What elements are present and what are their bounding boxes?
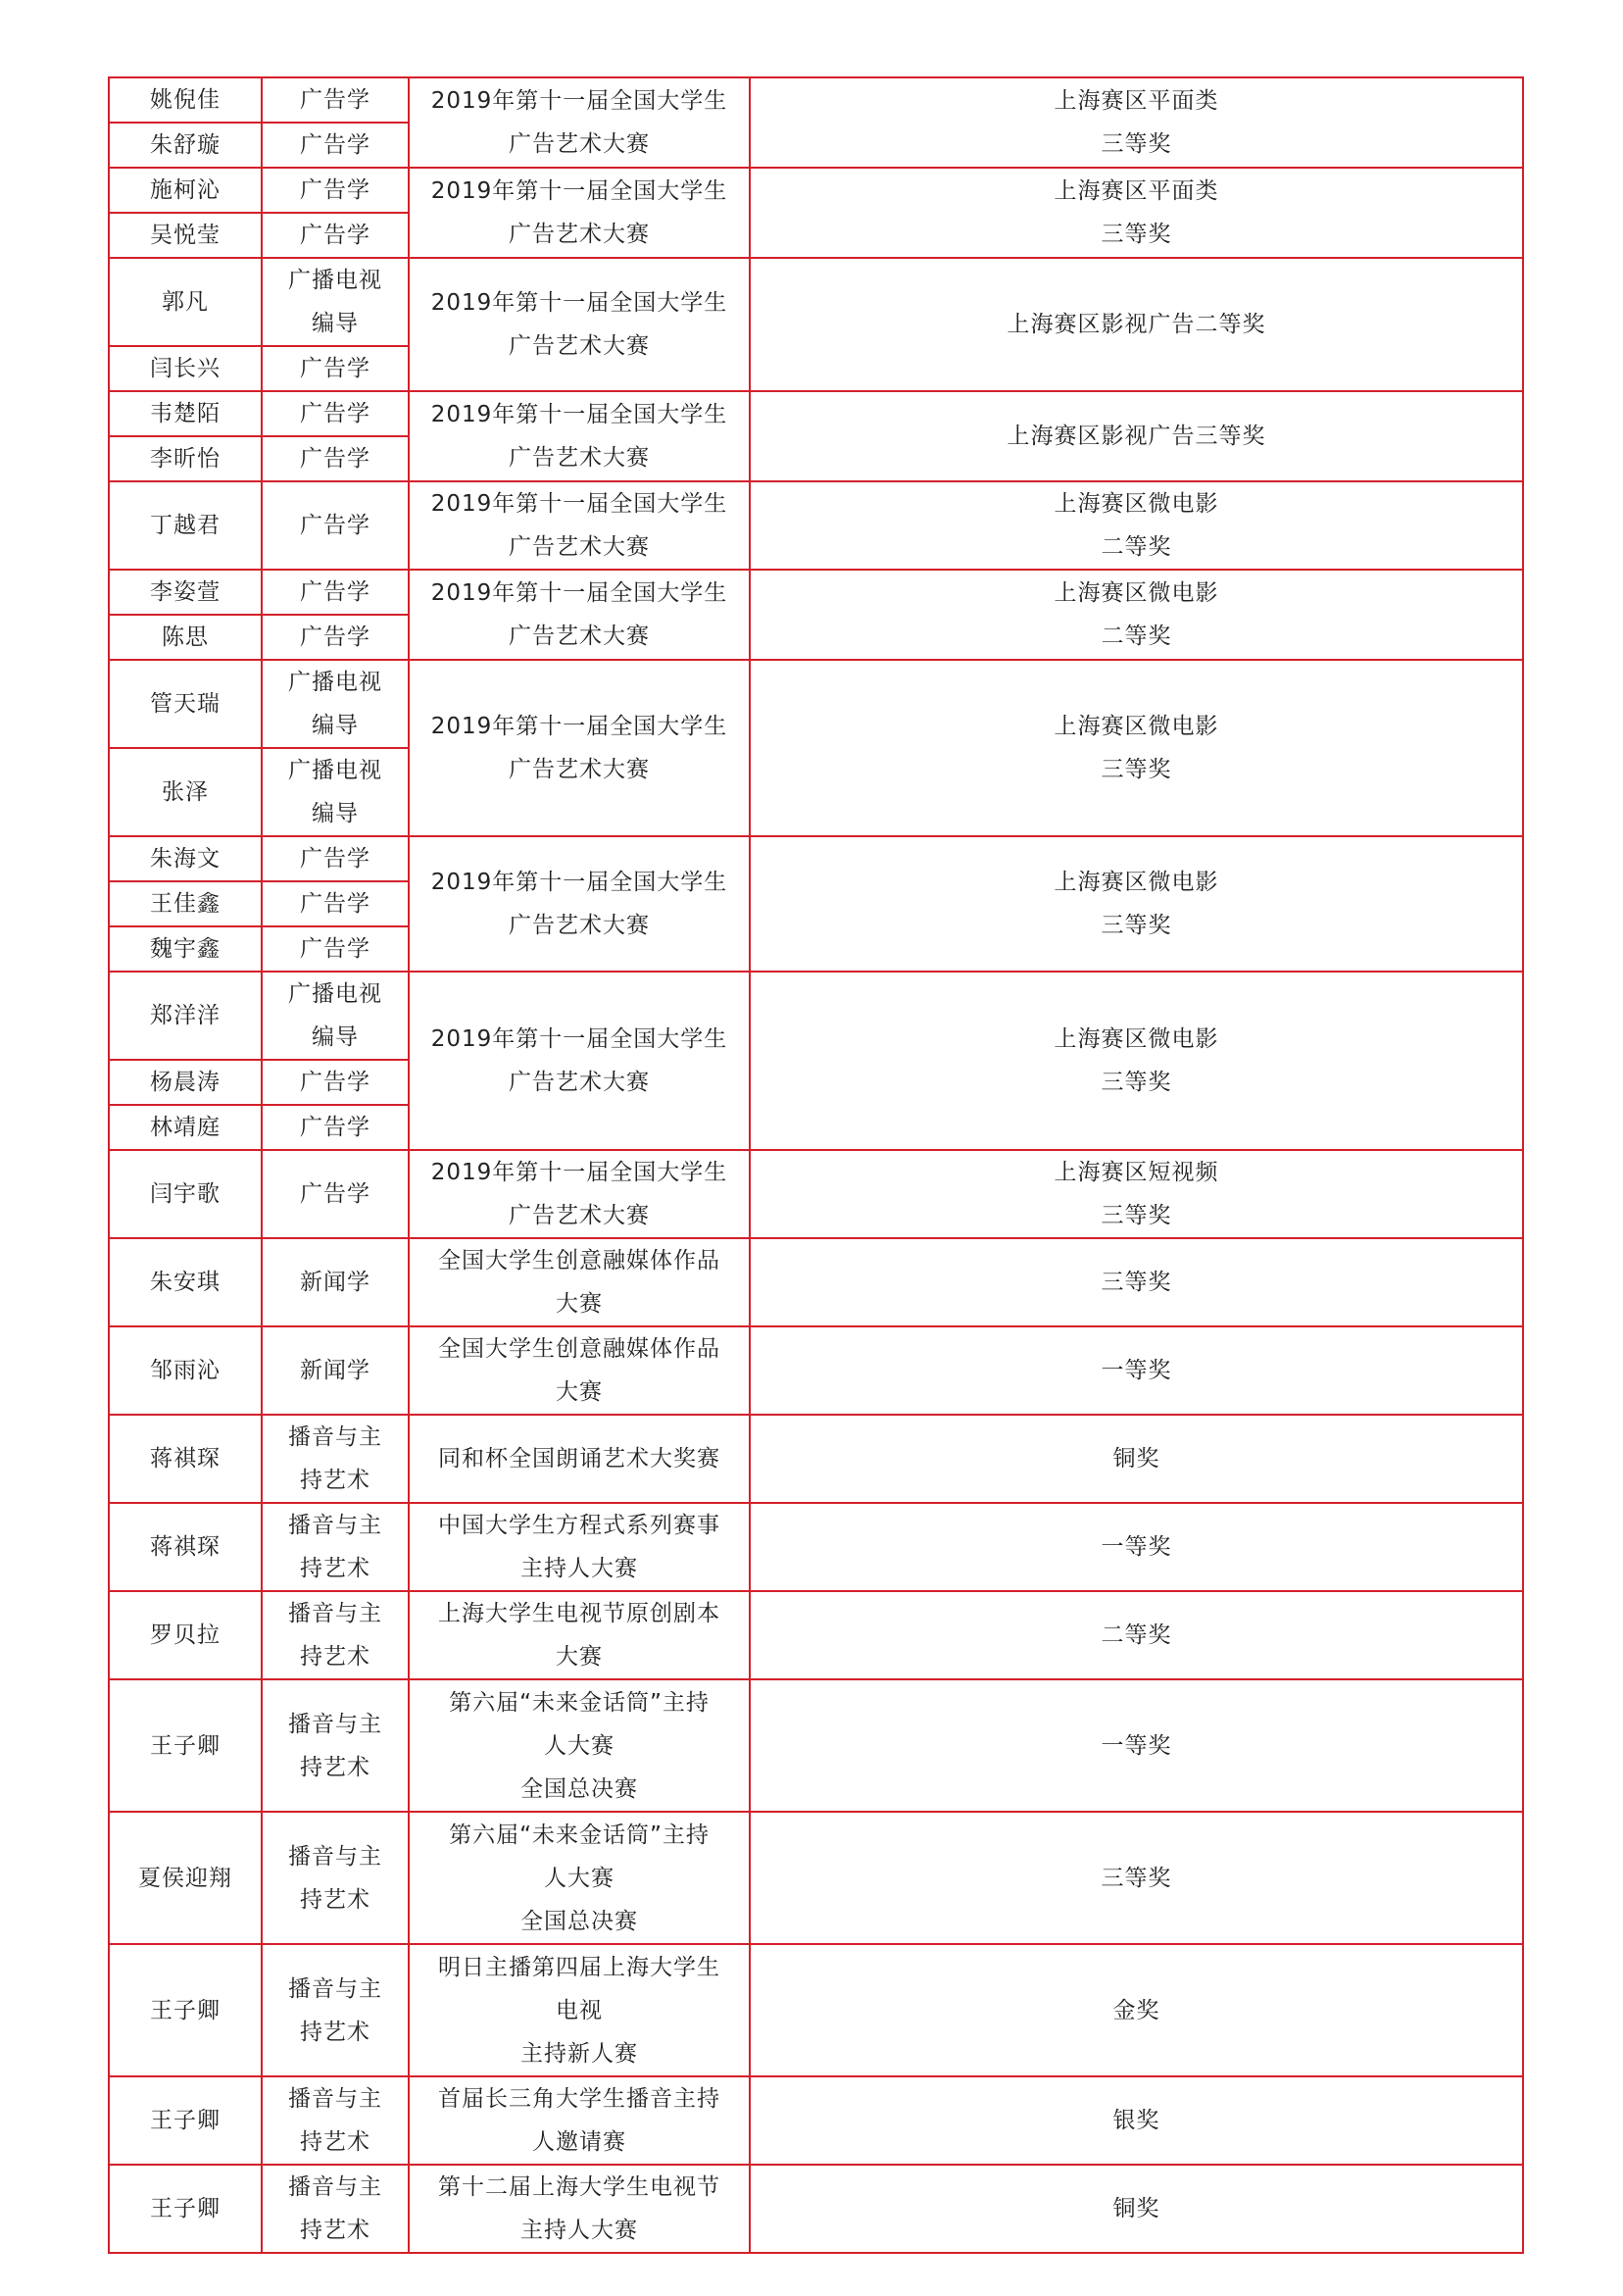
table-row <box>109 1326 1523 1371</box>
table-row <box>109 2165 1523 2209</box>
table-row <box>109 1238 1523 1282</box>
major-cell: 广告学 <box>262 77 409 123</box>
student-name-cell: 王子卿 <box>109 2076 262 2165</box>
major-cell: 广播电视 编导 <box>262 660 409 748</box>
competition-cell: 2019年第十一届全国大学生 广告艺术大赛 <box>409 258 750 391</box>
major-cell: 播音与主 持艺术 <box>262 1812 409 1944</box>
student-name-cell: 韦楚陌 <box>109 391 262 436</box>
award-cell: 三等奖 <box>750 1812 1523 1944</box>
competition-cell: 2019年第十一届全国大学生 广告艺术大赛 <box>409 570 750 660</box>
student-name-cell: 罗贝拉 <box>109 1591 262 1679</box>
award-cell: 一等奖 <box>750 1679 1523 1812</box>
major-cell: 播音与主 持艺术 <box>262 2076 409 2165</box>
student-name-cell: 张泽 <box>109 748 262 836</box>
award-cell: 三等奖 <box>750 1238 1523 1326</box>
student-name-cell: 杨晨涛 <box>109 1060 262 1105</box>
student-name-cell: 管天瑞 <box>109 660 262 748</box>
student-name-cell: 邹雨沁 <box>109 1326 262 1415</box>
table-row <box>109 660 1523 704</box>
competition-cell: 上海大学生电视节原创剧本 大赛 <box>409 1591 750 1679</box>
major-cell: 广告学 <box>262 1105 409 1150</box>
table-row <box>109 2076 1523 2121</box>
table-row <box>109 1679 1523 1723</box>
award-cell: 上海赛区影视广告三等奖 <box>750 391 1523 481</box>
major-cell: 广告学 <box>262 1060 409 1105</box>
table-row <box>109 258 1523 302</box>
competition-cell: 第十二届上海大学生电视节 主持人大赛 <box>409 2165 750 2253</box>
award-cell: 铜奖 <box>750 1415 1523 1503</box>
table-row <box>109 972 1523 1016</box>
major-cell: 广告学 <box>262 570 409 615</box>
award-cell: 上海赛区微电影 三等奖 <box>750 836 1523 972</box>
major-cell: 新闻学 <box>262 1326 409 1415</box>
award-cell: 一等奖 <box>750 1503 1523 1591</box>
award-cell: 金奖 <box>750 1944 1523 2076</box>
table-row <box>109 1812 1523 1856</box>
competition-cell: 同和杯全国朗诵艺术大奖赛 <box>409 1415 750 1503</box>
competition-cell: 2019年第十一届全国大学生 广告艺术大赛 <box>409 1150 750 1238</box>
competition-cell: 中国大学生方程式系列赛事 主持人大赛 <box>409 1503 750 1591</box>
student-name-cell: 丁越君 <box>109 481 262 570</box>
major-cell: 广播电视 编导 <box>262 972 409 1060</box>
student-name-cell: 夏侯迎翔 <box>109 1812 262 1944</box>
table-row <box>109 481 1523 525</box>
student-name-cell: 李昕怡 <box>109 436 262 481</box>
table-row <box>109 836 1523 881</box>
student-name-cell: 郑洋洋 <box>109 972 262 1060</box>
award-cell: 上海赛区平面类 三等奖 <box>750 77 1523 168</box>
awards-table <box>108 76 1524 2254</box>
award-cell: 上海赛区微电影 二等奖 <box>750 570 1523 660</box>
student-name-cell: 郭凡 <box>109 258 262 346</box>
student-name-cell: 李姿萱 <box>109 570 262 615</box>
award-cell: 上海赛区微电影 二等奖 <box>750 481 1523 570</box>
student-name-cell: 林靖庭 <box>109 1105 262 1150</box>
major-cell: 广告学 <box>262 1150 409 1238</box>
award-cell: 二等奖 <box>750 1591 1523 1679</box>
table-row <box>109 1944 1523 1988</box>
award-cell: 一等奖 <box>750 1326 1523 1415</box>
competition-cell: 2019年第十一届全国大学生 广告艺术大赛 <box>409 391 750 481</box>
award-cell: 铜奖 <box>750 2165 1523 2253</box>
competition-cell: 2019年第十一届全国大学生 广告艺术大赛 <box>409 660 750 836</box>
table-row <box>109 77 1523 123</box>
major-cell: 广告学 <box>262 926 409 972</box>
award-cell: 上海赛区微电影 三等奖 <box>750 972 1523 1150</box>
student-name-cell: 陈思 <box>109 615 262 660</box>
award-cell: 上海赛区影视广告二等奖 <box>750 258 1523 391</box>
table-row <box>109 1503 1523 1547</box>
competition-cell: 2019年第十一届全国大学生 广告艺术大赛 <box>409 836 750 972</box>
competition-cell: 明日主播第四届上海大学生 电视 主持新人赛 <box>409 1944 750 2076</box>
student-name-cell: 施柯沁 <box>109 168 262 213</box>
major-cell: 广告学 <box>262 213 409 258</box>
major-cell: 广播电视 编导 <box>262 258 409 346</box>
student-name-cell: 吴悦莹 <box>109 213 262 258</box>
major-cell: 广告学 <box>262 836 409 881</box>
student-name-cell: 闫宇歌 <box>109 1150 262 1238</box>
major-cell: 播音与主 持艺术 <box>262 1591 409 1679</box>
major-cell: 播音与主 持艺术 <box>262 1415 409 1503</box>
table-row <box>109 391 1523 436</box>
competition-cell: 2019年第十一届全国大学生 广告艺术大赛 <box>409 77 750 168</box>
student-name-cell: 闫长兴 <box>109 346 262 391</box>
competition-cell: 2019年第十一届全国大学生 广告艺术大赛 <box>409 168 750 258</box>
major-cell: 播音与主 持艺术 <box>262 1503 409 1591</box>
award-cell: 上海赛区微电影 三等奖 <box>750 660 1523 836</box>
competition-cell: 第六届“未来金话筒”主持 人大赛 全国总决赛 <box>409 1679 750 1812</box>
competition-cell: 第六届“未来金话筒”主持 人大赛 全国总决赛 <box>409 1812 750 1944</box>
major-cell: 播音与主 持艺术 <box>262 1679 409 1812</box>
table-row <box>109 1150 1523 1194</box>
student-name-cell: 蒋祺琛 <box>109 1415 262 1503</box>
award-cell: 上海赛区短视频 三等奖 <box>750 1150 1523 1238</box>
table-row <box>109 1415 1523 1459</box>
student-name-cell: 王佳鑫 <box>109 881 262 926</box>
student-name-cell: 朱海文 <box>109 836 262 881</box>
student-name-cell: 王子卿 <box>109 1679 262 1812</box>
major-cell: 广告学 <box>262 436 409 481</box>
table-row <box>109 168 1523 213</box>
student-name-cell: 朱安琪 <box>109 1238 262 1326</box>
competition-cell: 全国大学生创意融媒体作品 大赛 <box>409 1238 750 1326</box>
competition-cell: 全国大学生创意融媒体作品 大赛 <box>409 1326 750 1415</box>
student-name-cell: 王子卿 <box>109 2165 262 2253</box>
student-name-cell: 朱舒璇 <box>109 123 262 168</box>
major-cell: 广告学 <box>262 123 409 168</box>
competition-cell: 2019年第十一届全国大学生 广告艺术大赛 <box>409 972 750 1150</box>
major-cell: 播音与主 持艺术 <box>262 1944 409 2076</box>
major-cell: 广告学 <box>262 881 409 926</box>
competition-cell: 首届长三角大学生播音主持 人邀请赛 <box>409 2076 750 2165</box>
table-row <box>109 570 1523 615</box>
major-cell: 新闻学 <box>262 1238 409 1326</box>
major-cell: 广播电视 编导 <box>262 748 409 836</box>
major-cell: 广告学 <box>262 346 409 391</box>
awards-table-body <box>109 77 1523 2253</box>
table-row <box>109 1591 1523 1635</box>
student-name-cell: 魏宇鑫 <box>109 926 262 972</box>
student-name-cell: 蒋祺琛 <box>109 1503 262 1591</box>
student-name-cell: 姚倪佳 <box>109 77 262 123</box>
student-name-cell: 王子卿 <box>109 1944 262 2076</box>
award-cell: 上海赛区平面类 三等奖 <box>750 168 1523 258</box>
major-cell: 广告学 <box>262 391 409 436</box>
major-cell: 广告学 <box>262 168 409 213</box>
major-cell: 广告学 <box>262 481 409 570</box>
major-cell: 广告学 <box>262 615 409 660</box>
major-cell: 播音与主 持艺术 <box>262 2165 409 2253</box>
competition-cell: 2019年第十一届全国大学生 广告艺术大赛 <box>409 481 750 570</box>
award-cell: 银奖 <box>750 2076 1523 2165</box>
